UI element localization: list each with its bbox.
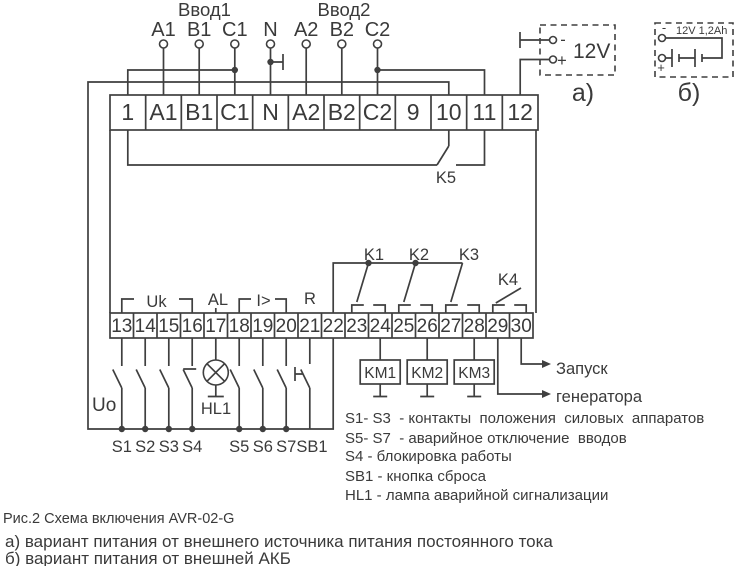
terminal-b1: B1 xyxy=(185,99,214,125)
uk-label: Uk xyxy=(146,293,167,311)
figure-caption: Рис.2 Схема включения AVR-02-G xyxy=(3,511,235,527)
phase-label-c1: C1 xyxy=(222,19,248,41)
terminal-a2: A2 xyxy=(292,99,321,125)
terminal-18: 18 xyxy=(228,316,250,337)
arrow-right-icon xyxy=(542,360,551,368)
terminal-n: N xyxy=(262,99,279,125)
terminal-28: 28 xyxy=(463,316,485,337)
phase-label-n: N xyxy=(263,19,278,41)
relay-contact-k4 xyxy=(493,271,526,313)
km3-label: KM3 xyxy=(458,365,491,382)
s4-label: S4 xyxy=(182,438,203,456)
battery-minus-label: - xyxy=(661,20,667,35)
caption-variant-a: а) вариант питания от внешнего источника питания постоянного тока xyxy=(5,532,553,551)
terminal-20: 20 xyxy=(275,316,297,337)
battery-minus-terminal xyxy=(659,35,666,42)
terminal-25: 25 xyxy=(393,316,415,337)
psu-minus-terminal xyxy=(550,37,557,44)
s5-label: S5 xyxy=(229,438,250,456)
output-label-line1: Запуск xyxy=(556,360,608,378)
terminal-10: 10 xyxy=(436,99,462,125)
generator-start-outputs xyxy=(498,338,643,406)
reset-label: R xyxy=(304,290,316,308)
phase-circle-n xyxy=(267,40,275,48)
contactor-coils xyxy=(360,338,494,397)
battery-plus-label: + xyxy=(657,60,665,75)
legend xyxy=(345,410,704,504)
terminal-22: 22 xyxy=(322,316,344,337)
overcurrent-label: I> xyxy=(256,292,271,310)
phase-label-b2: B2 xyxy=(329,19,355,41)
terminal-12: 12 xyxy=(507,99,533,125)
terminal-27: 27 xyxy=(440,316,462,337)
battery-variant-b xyxy=(655,20,733,107)
al-label: AL xyxy=(207,291,229,309)
sb1-label: SB1 xyxy=(296,438,328,456)
terminal-1: 1 xyxy=(121,99,135,125)
variant-b-label: б) xyxy=(677,79,701,107)
phase-circle-b2 xyxy=(338,40,346,48)
km2-label: KM2 xyxy=(411,365,444,382)
terminal-11: 11 xyxy=(472,99,497,125)
phase-label-a1: A1 xyxy=(151,19,176,41)
battery-spec-label: 12V 1,2Ah xyxy=(676,25,728,37)
top-terminal-strip xyxy=(110,95,538,130)
uo-label: Uo xyxy=(92,395,117,416)
bottom-terminal-strip xyxy=(110,313,533,338)
terminal-15: 15 xyxy=(158,316,180,337)
k3-label: K3 xyxy=(458,246,480,264)
input1-label: Ввод1 xyxy=(178,0,231,20)
k4-label: K4 xyxy=(497,271,519,289)
terminal-b2: B2 xyxy=(327,99,356,125)
s1-label: S1 xyxy=(111,438,132,456)
lamp-cross-icon xyxy=(207,364,225,382)
km1-label: KM1 xyxy=(364,365,397,382)
phase-circle-c1 xyxy=(231,40,239,48)
terminal-23: 23 xyxy=(346,316,368,337)
psu-minus-label: - xyxy=(560,31,566,49)
phase-label-c2: C2 xyxy=(364,19,391,41)
legend-line-hl1: HL1 - лампа аварийной сигнализации xyxy=(345,487,609,504)
phase-circle-b1 xyxy=(195,40,203,48)
psu-plus-label: + xyxy=(557,52,567,70)
terminal-16: 16 xyxy=(181,316,203,337)
arrow-right-icon xyxy=(542,390,551,398)
phase-circle-c2 xyxy=(374,40,382,48)
terminal-24: 24 xyxy=(369,316,391,337)
caption xyxy=(3,511,553,566)
battery-cells-symbol xyxy=(666,38,723,67)
output-label-line2: генератора xyxy=(556,388,643,406)
reset-button-sb1 xyxy=(295,338,328,456)
k1-label: K1 xyxy=(363,246,385,264)
hl1-label: HL1 xyxy=(200,400,232,418)
psu-plus-terminal xyxy=(550,56,557,63)
terminal-26: 26 xyxy=(416,316,438,337)
terminal-9: 9 xyxy=(406,99,420,125)
terminal-13: 13 xyxy=(111,316,133,337)
terminal-c2: C2 xyxy=(362,99,393,125)
legend-line-sb1: SB1 - кнопка сброса xyxy=(345,468,487,485)
terminal-17: 17 xyxy=(205,316,227,337)
s7-label: S7 xyxy=(276,438,297,456)
legend-line-s4: S4 - блокировка работы xyxy=(345,448,512,465)
input-phase-terminals xyxy=(151,0,390,95)
terminal-a1: A1 xyxy=(149,99,178,125)
phase-circle-a2 xyxy=(302,40,310,48)
phase-circle-a1 xyxy=(160,40,168,48)
variant-a-label: а) xyxy=(571,79,595,107)
input2-label: Ввод2 xyxy=(317,0,371,20)
terminal-19: 19 xyxy=(252,316,274,337)
terminal-21: 21 xyxy=(299,316,321,337)
position-switches xyxy=(112,338,297,456)
k2-label: K2 xyxy=(408,246,430,264)
s3-label: S3 xyxy=(158,438,179,456)
k5-label: K5 xyxy=(435,169,457,187)
relay-contacts-k1-k3 xyxy=(333,246,479,313)
terminal-c1: C1 xyxy=(220,99,250,125)
k5-contact xyxy=(128,130,485,187)
psu-voltage-label: 12V xyxy=(573,40,611,63)
terminal-30: 30 xyxy=(510,316,532,337)
terminal-29: 29 xyxy=(487,316,509,337)
terminal-14: 14 xyxy=(134,316,156,337)
phase-label-a2: A2 xyxy=(293,19,319,41)
group-brackets xyxy=(122,290,316,313)
legend-line-s1s3: S1- S3 - контакты положения силовых аппаратов xyxy=(345,410,705,427)
s6-label: S6 xyxy=(252,438,273,456)
phase-label-b1: B1 xyxy=(186,19,212,41)
legend-line-s5s7: S5- S7 - аварийное отключение вводов xyxy=(345,430,627,447)
device-body xyxy=(110,130,536,313)
s2-label: S2 xyxy=(135,438,156,456)
alarm-lamp-hl1 xyxy=(201,338,231,418)
caption-variant-b: б) вариант питания от внешней АКБ xyxy=(5,549,291,566)
